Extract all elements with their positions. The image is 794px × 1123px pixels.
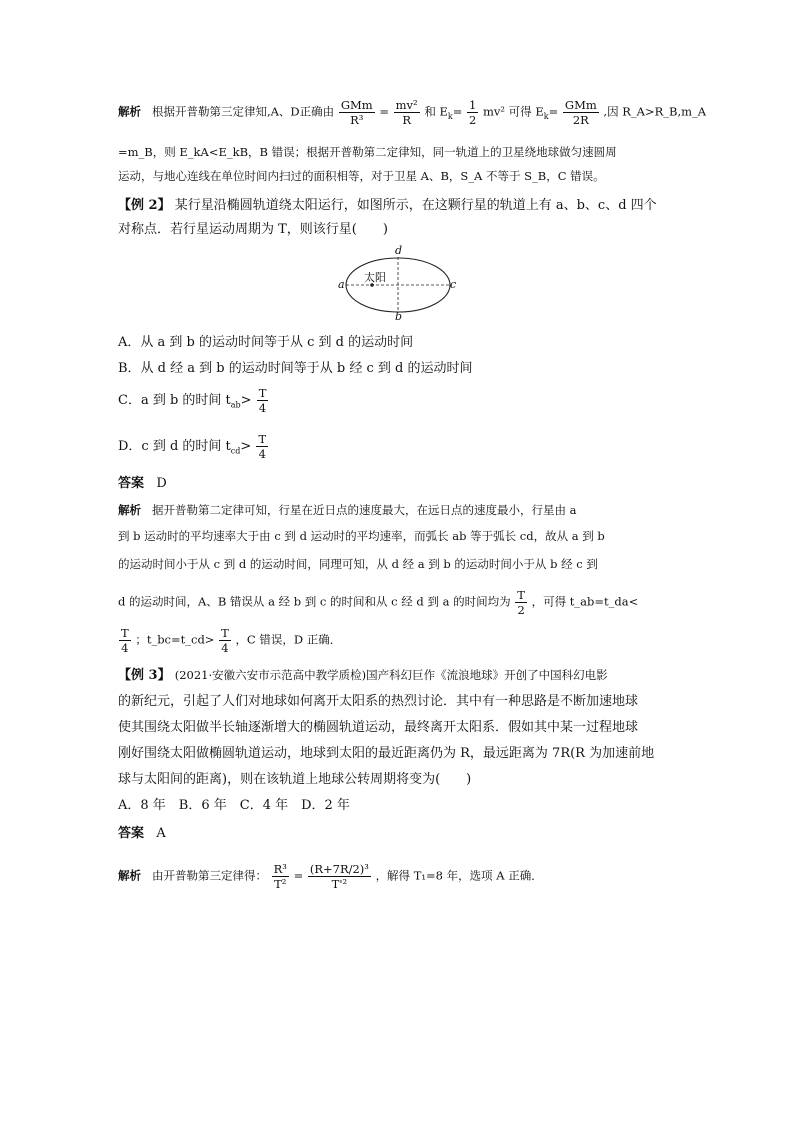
- analysis-2-line-5: [118, 626, 341, 655]
- fraction: $\frac{\text{GMm}}{\text{R³}}$: [340, 98, 373, 127]
- analysis-2-line-3: 的运动时间小于从 c 到 d 的运动时间，同理可知，从 d 经 a 到 b 的运动时间小于从 b 经 c 到: [118, 557, 598, 571]
- analysis-text: mv² 可得 E: [483, 104, 544, 119]
- fraction: $\frac{\text{mv²}}{R}$: [395, 98, 418, 127]
- point-a-label: a: [338, 278, 345, 291]
- analysis-text: ，解得 T₁=8 年，选项 A 正确．: [375, 868, 543, 883]
- example-3-line-3: 使其围绕太阳做半长轴逐渐增大的椭圆轨道运动，最终离开太阳系．假如其中某一过程地球: [118, 720, 639, 735]
- answer-value: A: [156, 826, 166, 841]
- stem-text: (2021·安徽六安市示范高中教学质检)国产科幻巨作《流浪地球》开创了中国科幻电影: [174, 668, 608, 682]
- stem-text: 某行星沿椭圆轨道绕太阳运行，如图所示，在这颗行星的轨道上有 a、b、c、d 四个: [174, 198, 657, 213]
- analysis-3: [118, 862, 543, 891]
- sun-label: 太阳: [364, 271, 386, 284]
- analysis-text: ；t_bc=t_cd>: [135, 632, 215, 647]
- fraction: $\frac{1}{2}$: [469, 98, 477, 127]
- analysis-2-line-1: [118, 502, 576, 518]
- greater-than: >: [240, 439, 252, 454]
- analysis-text: 由开普勒第三定律得：: [151, 868, 267, 883]
- analysis-text: ，可得 t_ab=t_da<: [531, 594, 639, 609]
- equals: =: [293, 868, 304, 883]
- analysis-label: 解析: [118, 868, 141, 883]
- equals: =: [452, 104, 463, 119]
- analysis-text: 据开普勒第二定律可知，行星在近日点的速度最大，在远日点的速度最小，行星由 a: [151, 503, 577, 517]
- analysis-text: ，C 错误，D 正确．: [235, 632, 342, 647]
- option-b: B．从 d 经 a 到 b 的运动时间等于从 b 经 c 到 d 的运动时间: [118, 361, 473, 376]
- analysis-text: d 的运动时间，A、B 错误从 a 经 b 到 c 的时间和从 c 经 d 到 a 的时间均为: [118, 594, 511, 609]
- equals: =: [379, 104, 389, 119]
- answer-2: [118, 472, 167, 491]
- fraction: $\frac{T}{4}$: [258, 386, 267, 415]
- example-2-stem-line-2: 对称点．若行星运动周期为 T，则该行星( ): [118, 222, 388, 237]
- example-3-line-2: 的新纪元，引起了人们对地球如何离开太阳系的热烈讨论．其中有一种思路是不断加速地球: [118, 694, 639, 709]
- subscript: ab: [230, 400, 241, 410]
- example-3-line-5: 球与太阳间的距离)，则在该轨道上地球公转周期将变为( ): [118, 772, 472, 787]
- analysis-2-line-2: 到 b 运动时的平均速率大于由 c 到 d 运动时的平均速率，而弧长 ab 等于弧长 cd，故从 a 到 b: [118, 529, 605, 543]
- analysis-1-line-2: =m_B，则 E_kA<E_kB，B 错误；根据开普勒第二定律知，同一轨道上的卫星绕地球做匀速圆周: [118, 145, 617, 159]
- fraction: $\frac{T}{4}$: [258, 432, 267, 461]
- greater-than: >: [240, 393, 252, 408]
- option-c: [118, 386, 269, 415]
- subscript: k: [447, 111, 453, 121]
- analysis-label: 解析: [118, 503, 141, 517]
- answer-label: 答案: [118, 826, 145, 841]
- analysis-text: 和 E: [424, 104, 448, 119]
- answer-3: [118, 822, 166, 841]
- analysis-label: 解析: [118, 104, 141, 119]
- fraction: $\frac{\text{GMm}}{2R}$: [564, 98, 597, 127]
- subscript: k: [543, 111, 549, 121]
- orbit-diagram: [336, 244, 460, 323]
- example-2-stem-line-1: [118, 194, 657, 213]
- point-b-label: b: [395, 310, 403, 323]
- example-tag: 【例 2】: [118, 198, 171, 213]
- answer-label: 答案: [118, 476, 145, 491]
- option-d: [118, 432, 269, 461]
- example-tag: 【例 3】: [118, 668, 171, 683]
- fraction: $\frac{T}{4}$: [221, 626, 229, 655]
- option-c-text: C．a 到 b 的时间 t: [118, 393, 231, 408]
- option-a: A．从 a 到 b 的运动时间等于从 c 到 d 的运动时间: [118, 335, 414, 350]
- analysis-1-line-3: 运动，与地心连线在单位时间内扫过的面积相等，对于卫星 A、B，S_A 不等于 S_B，C 错误。: [118, 169, 605, 183]
- point-d-label: d: [395, 244, 403, 257]
- example-3-line-4: 刚好围绕太阳做椭圆轨道运动，地球到太阳的最近距离仍为 R，最远距离为 7R(R 为加速前地: [118, 746, 655, 761]
- answer-value: D: [156, 476, 167, 491]
- fraction: $\frac{\text{(R+7R/2)³}}{\text{T'²}}$: [309, 862, 369, 891]
- fraction: $\frac{\text{R³}}{\text{T²}}$: [273, 862, 287, 891]
- fraction: $\frac{T}{4}$: [121, 626, 129, 655]
- option-d-text: D．c 到 d 的时间 t: [118, 439, 231, 454]
- example-3-line-1: [118, 664, 608, 683]
- analysis-2-line-4: [118, 588, 638, 617]
- point-c-label: c: [450, 278, 457, 291]
- fraction: $\frac{T}{2}$: [517, 588, 525, 617]
- subscript: cd: [230, 446, 241, 456]
- equals: =: [548, 104, 559, 119]
- analysis-text: 根据开普勒第三定律知,A、D正确由: [151, 104, 335, 119]
- example-3-options: A．8 年 B．6 年 C．4 年 D．2 年: [118, 798, 350, 813]
- analysis-text: ,因 R_A>R_B,m_A: [603, 104, 707, 119]
- analysis-1-line-1: [118, 98, 706, 127]
